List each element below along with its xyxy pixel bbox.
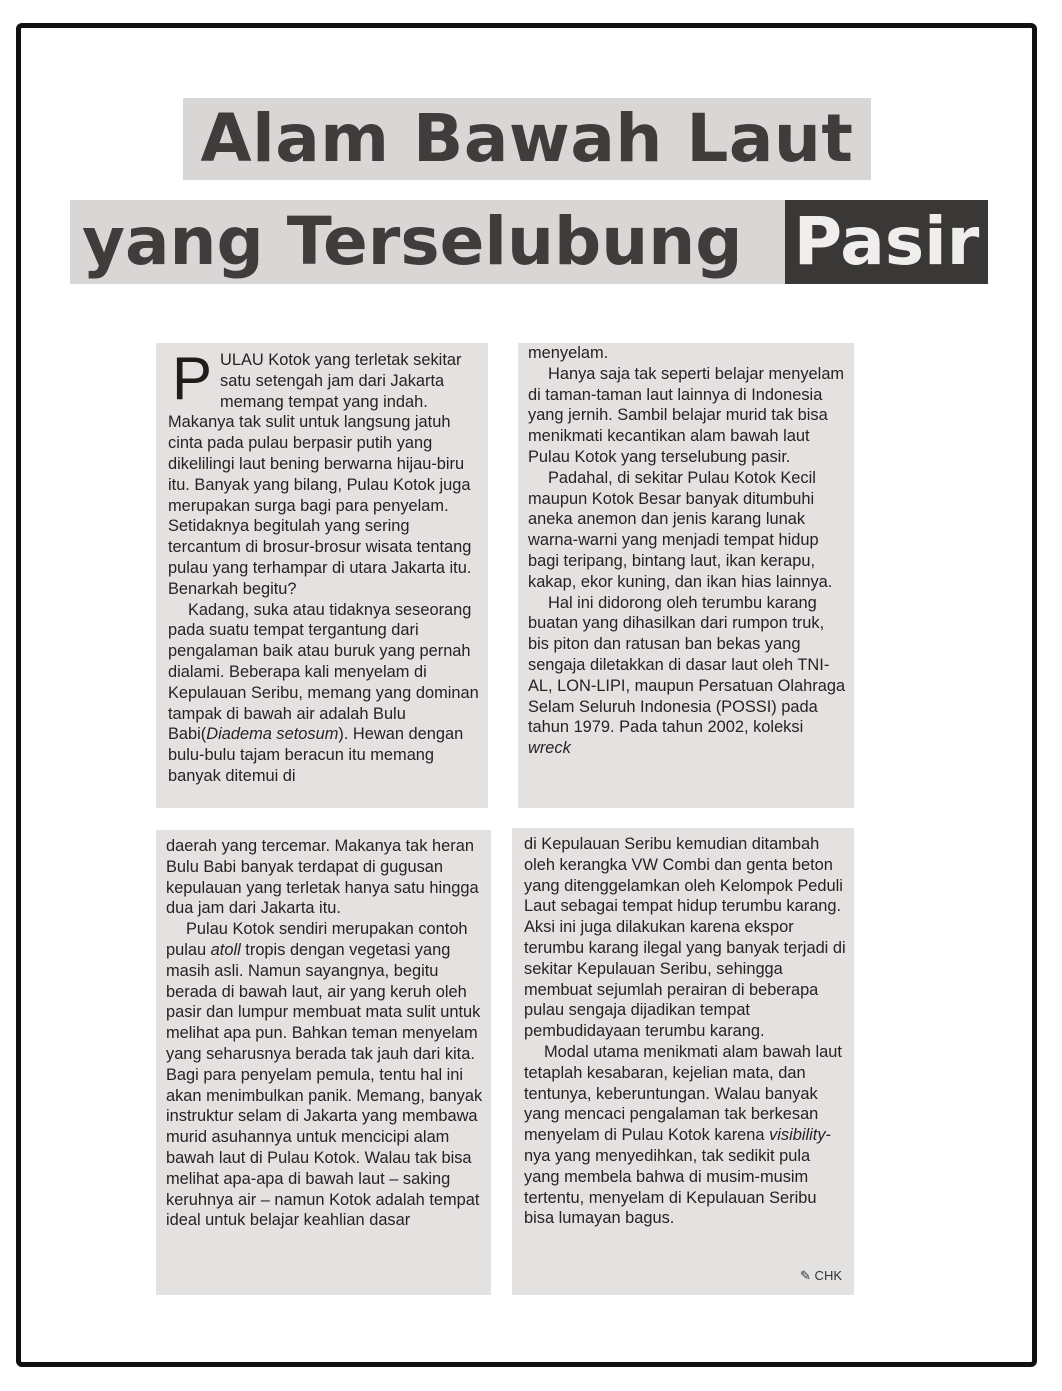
paragraph: ULAU Kotok yang terletak sekitar satu setengah jam dari Jakarta memang tempat yang indah. Makanya tak sulit untuk langsung jatuh cinta pada pulau berpasir putih yang dikelilingi laut bening berwarna hijau-biru itu. Banyak yang bilang, Pulau Kotok juga merupakan surga bagi para penyelam. Setidaknya begitulah yang sering tercantum di brosur-brosur wisata tentang pulau yang terhampar di utara Jakarta itu. Benarkah begitu? <box>168 351 472 598</box>
article-column-1 <box>156 343 488 808</box>
paragraph: di Kepulauan Seribu kemudian ditambah oleh kerangka VW Combi dan genta beton yang ditenggelamkan oleh Kelompok Peduli Laut sebagai tempat hidup terumbu karang. Aksi ini juga dilakukan karena ekspor terumbu karang ilegal yang banyak terjadi di sekitar Kepulauan Seribu, sehingga membuat sejumlah perairan di beberapa pulau sengaja dijadikan tempat pembudidayaan terumbu karang. <box>524 835 846 1041</box>
drop-cap: P <box>172 345 213 412</box>
article-column-2 <box>518 343 854 808</box>
headline-line-1: Alam Bawah Laut <box>183 98 871 180</box>
headline-highlight-word: Pasir <box>785 200 988 284</box>
paragraph: daerah yang tercemar. Makanya tak heran Bulu Babi banyak terdapat di gugusan kepulauan yang terletak hanya satu hingga dua jam dari Jakarta itu. <box>166 837 479 918</box>
paragraph: Hanya saja tak seperti belajar menyelam di taman-taman laut lainnya di Indonesia yang jernih. Sambil belajar murid tak bisa menikmati kecantikan alam bawah laut Pulau Kotok yang terselubung pasir. <box>528 364 845 466</box>
paragraph: Kadang, suka atau tidaknya seseorang pada suatu tempat tergantung dari pengalaman baik atau buruk yang pernah dialami. Beberapa kali menyelam di Kepulauan Seribu, memang yang dominan tampak di bawah air adalah Bulu Babi(Diadema setosum). Hewan dengan bulu-bulu tajam beracun itu memang banyak ditemui di <box>168 600 479 785</box>
paragraph: Padahal, di sekitar Pulau Kotok Kecil maupun Kotok Besar banyak ditumbuhi aneka anemon dan jenis karang lunak warna-warni yang menjadi tempat hidup bagi teripang, bintang laut, ikan kerapu, kakap, ekor kuning, dan ikan hias lainnya. <box>528 468 833 591</box>
headline-line-2: yang Terselubung <box>70 200 785 284</box>
paragraph: Modal utama menikmati alam bawah laut tetaplah kesabaran, kejelian mata, dan tentunya, keberuntungan. Walau banyak yang mencaci pengalaman tak berkesan menyelam di Pulau Kotok karena visibility-nya yang menyedihkan, tak sedikit pula yang membela bahwa di musim-musim tertentu, menyelam di Kepulauan Seribu bisa lumayan bagus. <box>524 1042 842 1228</box>
article-column-3 <box>156 830 491 1295</box>
article-column-4 <box>512 828 854 1295</box>
author-byline: ✎ CHK <box>800 1268 842 1284</box>
paragraph: Pulau Kotok sendiri merupakan contoh pulau atoll tropis dengan vegetasi yang masih asli. Namun sayangnya, begitu berada di bawah laut, air yang keruh oleh pasir dan lumpur membuat mata sulit untuk melihat apa pun. Bahkan teman menyelam yang seharusnya berada tak jauh dari kita. Bagi para penyelam pemula, tentu hal ini akan menimbulkan panik. Memang, banyak instruktur selam di Jakarta yang membawa murid asuhannya untuk mencicipi alam bawah laut di Pulau Kotok. Walau tak bisa melihat apa-apa di bawah laut – saking keruhnya air – namun Kotok adalah tempat ideal untuk belajar keahlian dasar <box>166 920 483 1230</box>
paragraph: menyelam. <box>528 344 609 362</box>
paragraph: Hal ini didorong oleh terumbu karang buatan yang dihasilkan dari rumpon truk, bis piton dan ratusan ban bekas yang sengaja diletakkan di dasar laut oleh TNI-AL, LON-LIPI, maupun Persatuan Olahraga Selam Seluruh Indonesia (POSSI) pada tahun 1979. Pada tahun 2002, koleksi wreck <box>528 593 846 758</box>
